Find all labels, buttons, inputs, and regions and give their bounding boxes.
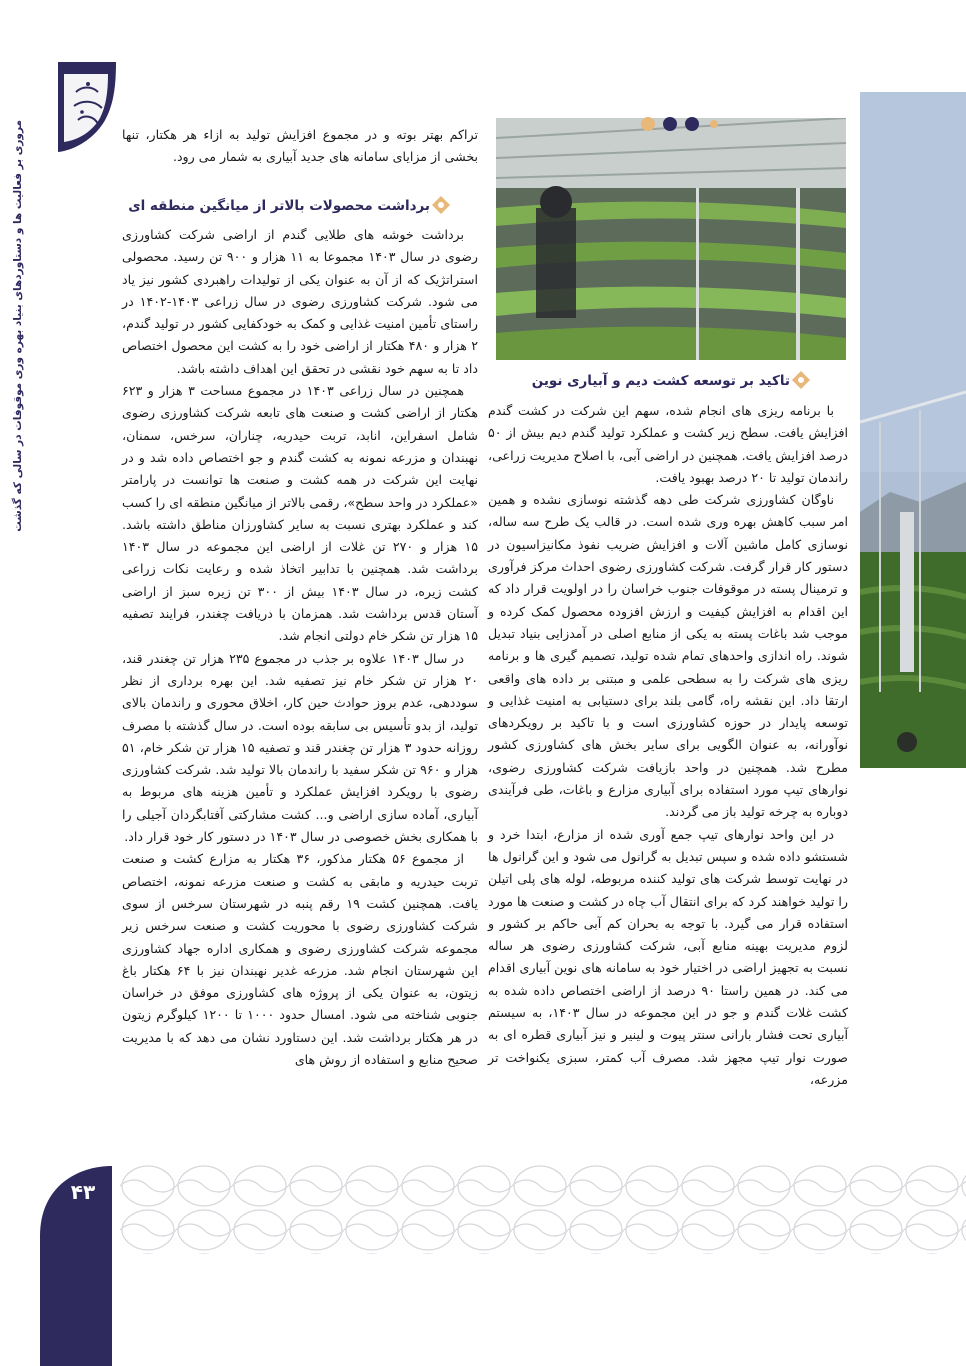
paragraph: برداشت خوشه های طلایی گندم از اراضی شرکت کشاورزی رضوی در سال ۱۴۰۳ مجموعا به ۱۱ هزار و ۹۰۰ تن رسید. محصولی استراتژیک که از آن به عنوان یکی از تولیدات راهبردی کشور نیز یاد می شود. شرکت کشاورزی رضوی در سال زراعی ۱۴۰۳-۱۴۰۲ در راستای تأمین امنیت غذایی و کمک به خودکفایی کشور در تولید گندم، ۲ هزار و ۴۸۰ هکتار از اراضی خود را به کشت این محصول اختصاص داد تا به سهم خود نقشی در تحقق این اهداف داشته باشد.	[122, 227, 478, 376]
greenhouse-hydroponics-photo	[496, 118, 846, 360]
right-text-column	[488, 400, 848, 1091]
section-bullet-icon	[792, 371, 810, 389]
section-heading-harvest: برداشت محصولات بالاتر از میانگین منطقه ای	[128, 198, 430, 214]
page-number: ۴۳	[70, 1180, 96, 1204]
footer-ornament-pattern	[120, 1164, 966, 1254]
section-heading-dryland: تاکید بر توسعه کشت دیم و آبیاری نوین	[531, 373, 790, 389]
page-number-tab	[0, 1146, 122, 1366]
calligraphy-logo-icon	[58, 62, 116, 152]
photo-ornament-dots	[628, 114, 748, 134]
paragraph: تراکم بهتر بوته و در مجموع افزایش تولید به ازاء هر هکتار، تنها بخشی از مزایای سامانه های جدید آبیاری به شمار می رود.	[122, 127, 478, 165]
paragraph: در این واحد نوارهای تیپ جمع آوری شده از مزارع، ابتدا خرد و شستشو داده شده و سپس تبدیل به گرانول می شود و این گرانول ها در نهایت توسط شرکت های تولید کننده مربوطه، لوله های پلی اتیلن را تولید خواهند کرد که برای انتقال آب چاه در کشت و صنعت ها مورد استفاده قرار می گیرد. با توجه به بحران کم آبی حاکم بر کشور و لزوم مدیریت بهینه منابع آبی، شرکت کشاورزی رضوی هر ساله نسبت به تجهیز اراضی در اختیار خود به سامانه های نوین آبیاری اقدام می کند. در همین راستا ۹۰ درصد از اراضی اختصاص داده شده به کشت غلات گندم و جو در این مجموعه در سال ۱۴۰۳، به سیستم آبیاری تحت فشار بارانی سنتر پیوت و لینیر و نیز آبیاری قطره ای به صورت نوار تیپ مجهز شد. مصرف آب کمتر، سبزی یکنواخت تر مزرعه،	[488, 826, 848, 1087]
left-text-column	[122, 224, 478, 1071]
vertical-section-caption: مروری بر فعالیت ها و دستاوردهای بنیاد بهره وری موقوفات در سالی که گذشت	[12, 120, 24, 532]
paragraph: با برنامه ریزی های انجام شده، سهم این شرکت در کشت گندم افزایش یافت. سطح زیر کشت و عملکرد تولید گندم دیم بیش از ۵۰ درصد افزایش یافت. همچنین در اراضی آبی، با اصلاح مدیریت زراعی، راندمان تولید تا ۲۰ درصد بهبود یافت.	[488, 403, 848, 485]
section-bullet-icon	[432, 196, 450, 214]
paragraph: ناوگان کشاورزی شرکت طی دهه گذشته نوسازی نشده و همین امر سبب کاهش بهره وری شده است. در قالب یک طرح سه ساله، نوسازی کامل ماشین آلات و افزایش ضریب نفوذ مکانیزاسیون در دستور کار قرار گرفت. شرکت کشاورزی رضوی احداث مرکز فرآوری و ترمینال پسته در موقوفات جنوب خراسان را در اولویت قرار داد که این اقدام به افزایش کیفیت و ارزش افزوده محصول کمک کرده و موجب شد باغات پسته به یکی از منابع اصلی در آمدزایی بنیاد تبدیل شوند. راه اندازی واحدهای تمام شده تولید، تصمیم گیری ها و برنامه ریزی های شرکت را به سطحی علمی و مبتنی بر داده های واقعی ارتقا داد. این نقشه راه، گامی بلند برای دستیابی به امنیت غذایی و توسعه پایدار در حوزه کشاورزی است و با تاکید بر رویکردهای نوآورانه، به عنوان الگویی برای سایر بخش های کشاورزی کشور مطرح شد. همچنین در واحد بازیافت شرکت کشاورزی رضوی، نوارهای تیپ مورد استفاده برای آبیاری مزارع و باغات، طی فرآیندی دوباره به چرخه تولید باز می گردند.	[488, 492, 848, 820]
paragraph: از مجموع ۵۶ هکتار مذکور، ۳۶ هکتار به مزارع کشت و صنعت تربت حیدریه و مابقی به کشت و صنعت مزرعه نمونه، اختصاص یافت. همچنین کشت ۱۹ رقم پنبه در شهرستان سرخس از سوی شرکت کشاورزی رضوی با محوریت کشت و صنعت سرخس زیر مجموعه شرکت کشاورزی رضوی و همکاری اداره جهاد کشاورزی این شهرستان انجام شد. مزرعه غدیر نهبندان نیز با ۶۴ هکتار باغ زیتون، به عنوان یکی از پروژه های کشاورزی موفق در خراسان جنوبی شناخته می شود. امسال حدود ۱۰۰۰ تا ۱۲۰۰ کیلوگرم زیتون در هر هکتار برداشت شد. این دستاورد نشان می دهد که با مدیریت صحیح منابع و استفاده از روش های	[122, 851, 478, 1067]
left-intro-text	[122, 124, 478, 169]
paragraph: در سال ۱۴۰۳ علاوه بر جذب در مجموع ۲۳۵ هزار تن چغندر قند، ۲۰ هزار تن شکر خام نیز تصفیه شد. این بهره برداری از نظر سوددهی، عدم بروز حوادث حین کار، اخلاق محوری و راندمان بالای تولید، از بدو تأسیس بی سابقه بوده است. در سال گذشته با مصرف روزانه حدود ۳ هزار تن چغندر قند و تصفیه ۱۵ هزار تن شکر خام، ۵۱ هزار و ۹۶۰ تن شکر سفید با راندمان بالا تولید شد. شرکت کشاورزی رضوی با رویکرد افزایش عملکرد و تأمین هزینه های مربوط به آبیاری، آماده سازی اراضی و... کشت مشارکتی آفتابگردان آجیلی را با همکاری بخش خصوصی در سال ۱۴۰۳ در دستور کار خود قرار داد.	[122, 650, 479, 845]
center-pivot-irrigation-photo	[860, 92, 966, 768]
paragraph: همچنین در سال زراعی ۱۴۰۳ در مجموع مساحت ۳ هزار و ۶۲۳ هکتار از اراضی کشت و صنعت های تابعه شرکت کشاورزی رضوی شامل اسفراین، انابد، تربت حیدریه، چناران، سرخس، سمنان، نهبندان و مزرعه نمونه به کشت گندم و جو اختصاص داده شد و در نهایت این شرکت در همه کشت و صنعت ها توانست در پارامتر «عملکرد در واحد سطح»، رقمی بالاتر از میانگین منطقه ای را کسب کند و عملکرد بهتری نسبت به سایر کشاورزان مناطق داشته باشد. ۱۵ هزار و ۲۷۰ تن غلات از اراضی این مجموعه در سال ۱۴۰۳ برداشت شد. همچنین با تدابیر اتخاذ شده و رعایت نکات زراعی کشت زیره، در سال ۱۴۰۳ بیش از ۳۰۰ تن زیره سبز از اراضی آستان قدس برداشت شد. همزمان با دریافت چغندر، فرایند تصفیه ۱۵ هزار تن شکر خام دولتی انجام شد.	[122, 383, 478, 644]
